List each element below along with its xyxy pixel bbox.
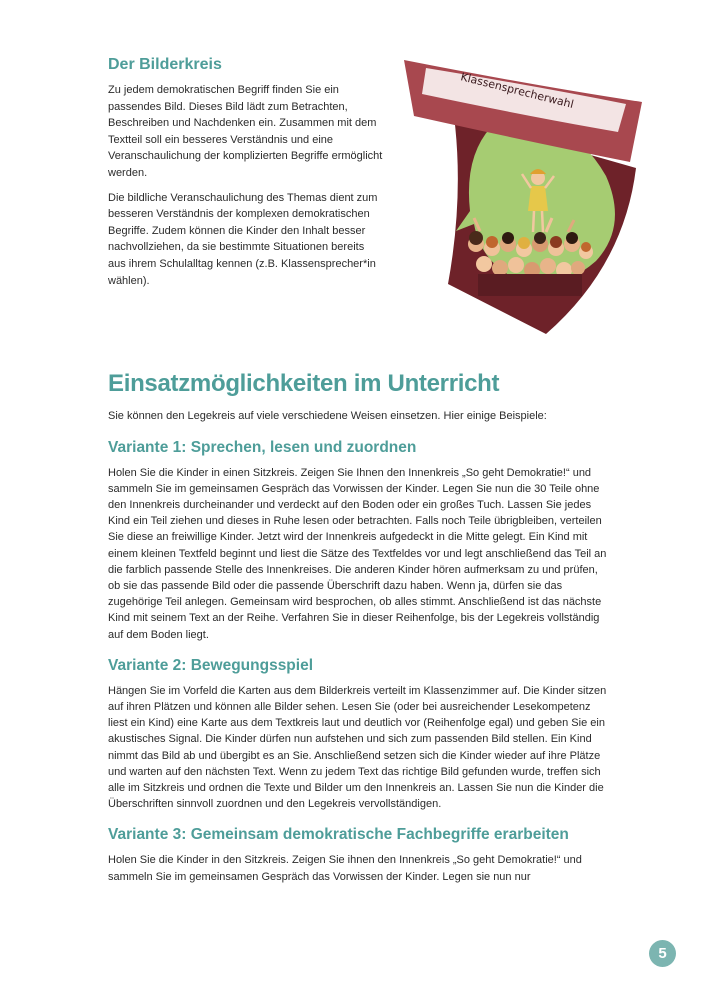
illustration-label: Klassensprecherwahl (459, 70, 576, 111)
intro-section (108, 56, 383, 297)
variant-2-text: Hängen Sie im Vorfeld die Karten aus dem Bilderkreis verteilt im Klassenzimmer auf. Die Kinder sitzen auf ihren Plätzen und können alle Bilder sehen. Lesen Sie (oder bei ausreichender Lesekompetenz liest ein Kind) eine Karte aus dem Textkreis laut und deutlich vor (Reihenfolge egal) und geben Sie ein akustisches Signal. Die Kinder dürfen nun aufstehen und sich zum passenden Bild stellen. Ein Kind nimmt das Bild ab und übergibt es an Sie. Anschließend setzen sich die Kinder wieder auf ihre Plätze und warten auf den nächsten Text. Wenn zu jedem Text das richtige Bild gefunden wurde, treffen sich alle im Sitzkreis und ordnen die Texte und Bilder um den Innenkreis an. Lassen Sie nun die Kinder die Überschriften sinnvoll zuordnen und den Legekreis vervollständigen. (108, 684, 607, 811)
section-heading: Einsatzmöglichkeiten im Unterricht (108, 370, 500, 397)
intro-paragraph-2: Die bildliche Veranschaulichung des Themas dient zum besseren Verständnis der komplexen demokratischen Begriffe. Zudem können die Kinder den Inhalt besser nachvollziehen, da sie bestimmte Situationen bereits aus ihrem Schulalltag kennen (z.B. Klassensprecher*in wählen). (108, 191, 378, 287)
variant-3-text: Holen Sie die Kinder in den Sitzkreis. Zeigen Sie ihnen den Innenkreis „So geht Demokratie!“ und sammeln Sie im gemeinsamen Gespräch das Vorwissen der Kinder. Legen sie nun nur (108, 854, 582, 883)
page-number: 5 (649, 940, 676, 967)
intro-paragraph-1: Zu jedem demokratischen Begriff finden Sie ein passendes Bild. Dieses Bild lädt zum Betrachten, Beschreiben und Nachdenken ein. Zusammen mit dem Textteil soll ein besseres Verständnis und eine Veranschaulichung der komplizierten Begriffe ermöglicht werden. (108, 84, 383, 179)
klassensprecherwahl-illustration (396, 46, 646, 336)
variant-2-title: Variante 2: Bewegungsspiel (108, 656, 314, 674)
section-lead: Sie können den Legekreis auf viele verschiedene Weisen einsetzen. Hier einige Beispiele: (108, 410, 547, 422)
variant-3-title: Variante 3: Gemeinsam demokratische Fachbegriffe erarbeiten (108, 826, 569, 844)
intro-heading: Der Bilderkreis (108, 56, 222, 73)
main-section (108, 370, 613, 899)
variant-1-text: Holen Sie die Kinder in einen Sitzkreis. Zeigen Sie Ihnen den Innenkreis „So geht Demokratie!“ und sammeln Sie im gemeinsamen Gespräch das Vorwissen der Kinder. Legen Sie nun die 30 Teile ohne den Innenkreis durcheinander und verdeckt auf den Boden oder ein großes Tuch. Lassen Sie jedes Kind ein Teil ziehen und dieses in Ruhe lesen oder betrachten. Falls noch Teile übrigbleiben, verteilen Sie diese an freiwillige Kinder. Jetzt wird der Innenkreis aufgedeckt in die Mitte gelegt. Ein Kind mit einem kleinen Textfeld beginnt und liest die Sätze des Textfeldes vor und legt anschließend das Teil an die farblich passende Stelle des Innenkreises. Die anderen Kinder hören aufmerksam zu und prüfen, ob sie das passende Bild oder die passende Überschrift dazu haben. Wenn ja, dürfen sie das zugehörige Teil anlegen. Gemeinsam wird besprochen, ob alles stimmt. Anschließend ist das nächste Kind mit seinem Text an der Reihe. Verfahren Sie in dieser Reihenfolge, bis der Legekreis vollständig auf dem Boden liegt. (108, 466, 607, 641)
variant-1-title: Variante 1: Sprechen, lesen und zuordnen (108, 438, 417, 456)
